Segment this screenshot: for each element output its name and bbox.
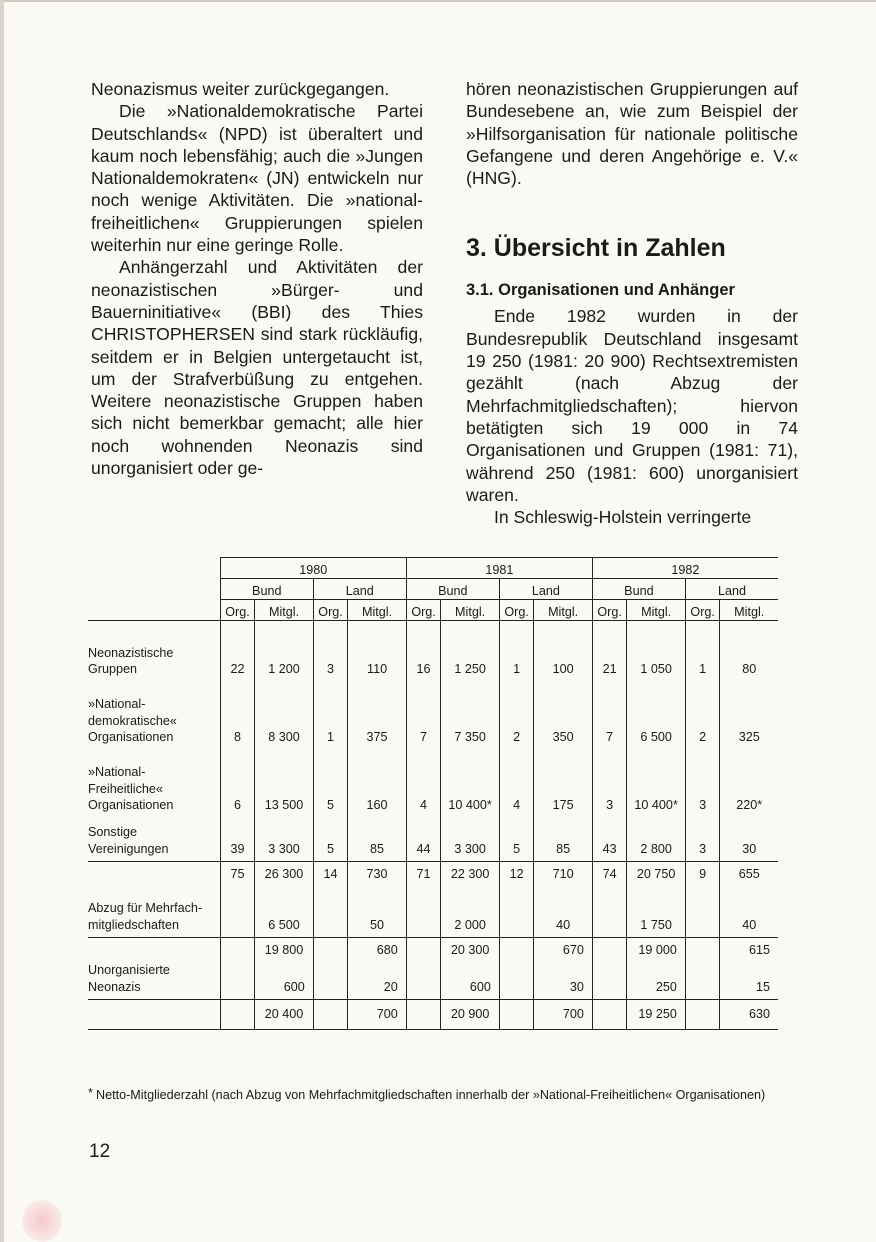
cell: 40	[720, 886, 778, 938]
cell: 700	[348, 1000, 407, 1030]
cell: 8 300	[255, 678, 314, 746]
left-paragraph-2: Die »Nationaldemokratische Partei Deutschlands« (NPD) ist überaltert und kaum noch lebensfähig; auch die »Jungen Nationaldemokraten« (JN) entwickeln nur noch wenige Aktivitäten. Die »national-freiheitlichen« Gruppierungen spielen weiterhin nur eine geringe Rolle.	[91, 101, 423, 256]
cell: 3 300	[441, 814, 500, 862]
cell: 1 050	[627, 621, 686, 678]
cell: 175	[534, 746, 593, 814]
cell: 350	[534, 678, 593, 746]
row-label: Neonazistische Gruppen	[88, 645, 174, 676]
cell: 2 000	[441, 886, 500, 938]
col-header: Org.	[220, 600, 255, 621]
cell: 12	[499, 862, 534, 886]
col-header: Mitgl.	[441, 600, 500, 621]
year-header-row	[88, 558, 778, 579]
cell: 30	[720, 814, 778, 862]
cell: 26 300	[255, 862, 314, 886]
cell: 1 750	[627, 886, 686, 938]
cell: 630	[720, 1000, 778, 1030]
table-row-freiheitlich	[88, 746, 778, 814]
level-header: Land	[313, 579, 406, 600]
cell: 1 200	[255, 621, 314, 678]
right-paragraph-2: In Schleswig-Holstein verringerte	[494, 507, 752, 528]
left-paragraph-3: Anhängerzahl und Aktivitäten der neonazistischen »Bürger- und Bauerninitiative« (BBI) des Thies CHRISTOPHERSEN sind stark rückläufig, seitdem er in Belgien untergetaucht ist, um der Strafverbüßung zu entgehen. Weitere neonazistische Gruppen haben sich nicht bemerkbar gemacht; alle hier noch wohnenden Neonazis sind unorganisiert oder ge-	[91, 257, 423, 479]
cell: 43	[592, 814, 627, 862]
cell: 3	[592, 746, 627, 814]
cell: 21	[592, 621, 627, 678]
cell: 20 900	[441, 1000, 500, 1030]
cell: 4	[499, 746, 534, 814]
cell: 6 500	[627, 678, 686, 746]
cell: 39	[220, 814, 255, 862]
cell: 7	[406, 678, 441, 746]
cell: 5	[313, 814, 348, 862]
cell: 20	[348, 962, 407, 1000]
cell: 85	[348, 814, 407, 862]
cell: 655	[720, 862, 778, 886]
cell: 75	[220, 862, 255, 886]
cell: 2 800	[627, 814, 686, 862]
col-header: Org.	[592, 600, 627, 621]
cell: 250	[627, 962, 686, 1000]
cell: 7	[592, 678, 627, 746]
table-row-subtotal	[88, 862, 778, 886]
level-header: Land	[499, 579, 592, 600]
col-header: Mitgl.	[627, 600, 686, 621]
cell: 15	[720, 962, 778, 1000]
cell: 375	[348, 678, 407, 746]
table-row-net	[88, 938, 778, 962]
cell: 730	[348, 862, 407, 886]
cell: 10 400*	[441, 746, 500, 814]
cell: 2	[685, 678, 720, 746]
cell: 22 300	[441, 862, 500, 886]
table-row-unorganisiert	[88, 962, 778, 1000]
cell: 50	[348, 886, 407, 938]
cell: 4	[406, 746, 441, 814]
row-label: Sonstige Vereinigungen	[88, 814, 220, 862]
statistics-table	[88, 557, 778, 1030]
cell: 3	[685, 746, 720, 814]
year-header: 1981	[406, 558, 592, 579]
page-left-edge	[0, 0, 4, 1242]
col-header: Org.	[499, 600, 534, 621]
cell: 85	[534, 814, 593, 862]
cell: 1	[313, 678, 348, 746]
cell: 2	[499, 678, 534, 746]
cell: 8	[220, 678, 255, 746]
cell: 3	[685, 814, 720, 862]
page-number: 12	[89, 1141, 111, 1162]
section-heading: 3. Übersicht in Zahlen	[466, 234, 726, 263]
row-label: »National-Freiheitliche« Organisationen	[88, 765, 174, 812]
cell: 19 000	[627, 938, 686, 962]
cell: 16	[406, 621, 441, 678]
table-row-total	[88, 1000, 778, 1030]
cell: 44	[406, 814, 441, 862]
table-row-neonazi	[88, 621, 778, 678]
cell: 160	[348, 746, 407, 814]
level-header: Bund	[220, 579, 313, 600]
cell: 71	[406, 862, 441, 886]
year-header: 1980	[220, 558, 406, 579]
cell: 680	[348, 938, 407, 962]
cell: 110	[348, 621, 407, 678]
cell: 710	[534, 862, 593, 886]
row-label: Unorganisierte Neonazis	[88, 962, 220, 1000]
cell: 670	[534, 938, 593, 962]
table-row-sonstige	[88, 814, 778, 862]
right-intro-paragraph: hören neonazistischen Gruppierungen auf Bundesebene an, wie zum Beispiel der »Hilfsorganisation für nationale politische Gefangene und deren Angehörige e. V.« (HNG).	[466, 79, 798, 189]
cell: 1 250	[441, 621, 500, 678]
cell: 7 350	[441, 678, 500, 746]
table-row-npd	[88, 678, 778, 746]
subsection-heading: 3.1. Organisationen und Anhänger	[466, 281, 735, 300]
right-text-column	[466, 78, 798, 528]
cell: 19 250	[627, 1000, 686, 1030]
level-header-row	[88, 579, 778, 600]
col-header: Org.	[406, 600, 441, 621]
col-header: Org.	[685, 600, 720, 621]
cell: 30	[534, 962, 593, 1000]
col-header: Org.	[313, 600, 348, 621]
footnote-marker: *	[88, 1086, 93, 1100]
col-header: Mitgl.	[255, 600, 314, 621]
row-label: »National-demokratische« Organisationen	[88, 697, 177, 744]
cell: 40	[534, 886, 593, 938]
paper-stain	[22, 1200, 62, 1242]
cell: 13 500	[255, 746, 314, 814]
level-header: Bund	[406, 579, 499, 600]
cell: 20 300	[441, 938, 500, 962]
cell: 3	[313, 621, 348, 678]
cell: 100	[534, 621, 593, 678]
cell: 1	[499, 621, 534, 678]
cell: 600	[255, 962, 314, 1000]
page-top-edge	[0, 0, 876, 2]
cell: 6 500	[255, 886, 314, 938]
cell: 615	[720, 938, 778, 962]
cell: 325	[720, 678, 778, 746]
cell: 80	[720, 621, 778, 678]
year-header: 1982	[592, 558, 778, 579]
col-header: Mitgl.	[534, 600, 593, 621]
level-header: Bund	[592, 579, 685, 600]
col-header: Mitgl.	[348, 600, 407, 621]
cell: 14	[313, 862, 348, 886]
cell: 5	[499, 814, 534, 862]
col-header: Mitgl.	[720, 600, 778, 621]
cell: 22	[220, 621, 255, 678]
cell: 20 400	[255, 1000, 314, 1030]
cell: 220*	[720, 746, 778, 814]
right-paragraph-1: Ende 1982 wurden in der Bundesrepublik Deutschland insgesamt 19 250 (1981: 20 900) Rechtsextremisten gezählt (nach Abzug der Mehrfachmitgliedschaften); hiervon betätigten sich 19 000 in 74 Organisationen und Gruppen (1981: 71), während 250 (1981: 600) unorganisiert waren.	[466, 306, 798, 505]
cell: 1	[685, 621, 720, 678]
cell: 700	[534, 1000, 593, 1030]
cell: 19 800	[255, 938, 314, 962]
cell: 6	[220, 746, 255, 814]
table-row-abzug	[88, 886, 778, 938]
cell: 20 750	[627, 862, 686, 886]
left-text-column	[91, 78, 423, 479]
level-header: Land	[685, 579, 778, 600]
row-label: Abzug für Mehrfach-mitgliedschaften	[88, 886, 220, 938]
cell: 600	[441, 962, 500, 1000]
left-paragraph-1: Neonazismus weiter zurückgegangen.	[91, 79, 390, 99]
column-header-row	[88, 600, 778, 621]
cell: 5	[313, 746, 348, 814]
footnote	[88, 1086, 786, 1104]
cell: 74	[592, 862, 627, 886]
footnote-text: Netto-Mitgliederzahl (nach Abzug von Mehrfachmitgliedschaften innerhalb der »National-Freiheitlichen« Organisationen)	[96, 1088, 766, 1102]
cell: 10 400*	[627, 746, 686, 814]
cell: 3 300	[255, 814, 314, 862]
cell: 9	[685, 862, 720, 886]
